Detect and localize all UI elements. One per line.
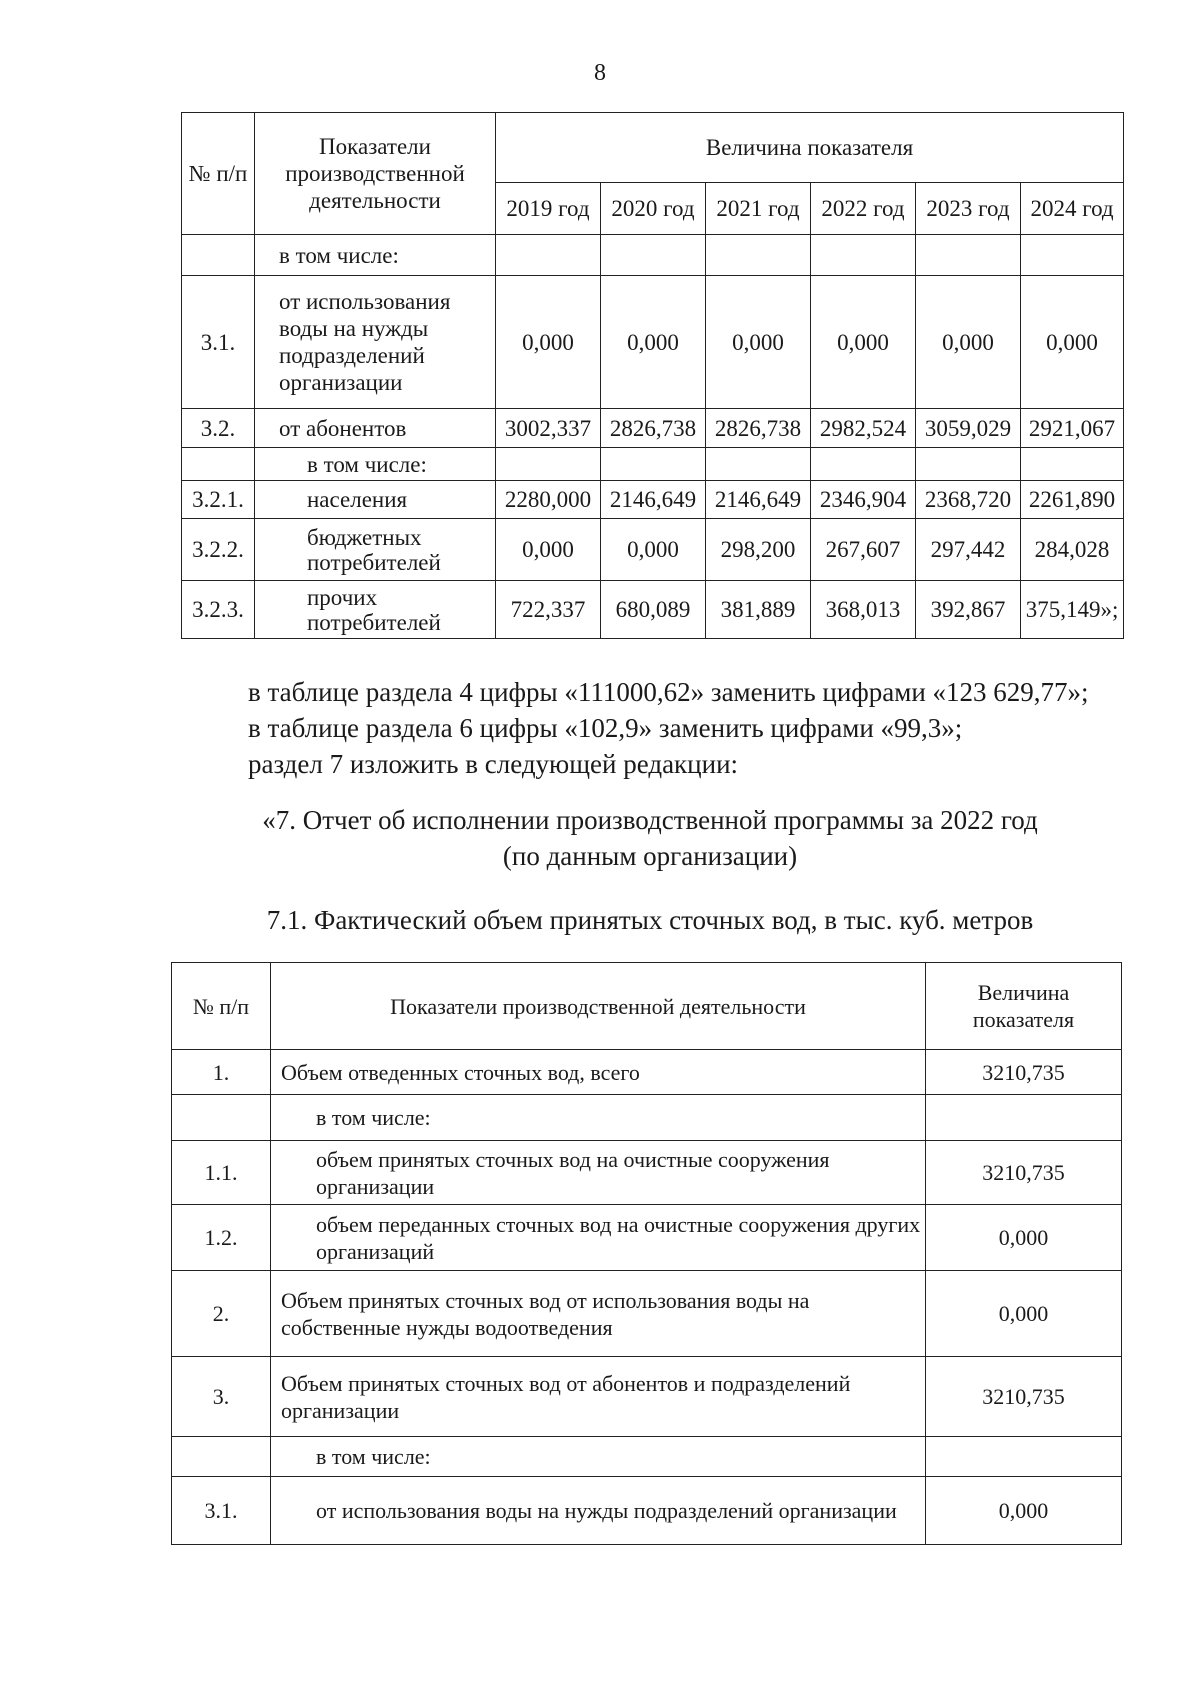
table-row [172, 1437, 1122, 1477]
row-value [496, 448, 601, 481]
row-num [182, 448, 255, 481]
table-row [172, 1205, 1122, 1271]
section-subtitle: (по данным организации) [502, 841, 798, 871]
paragraph-replace-section4: в таблице раздела 4 цифры «111000,62» заменить цифрами «123 629,77»; [248, 677, 1089, 707]
row-label: Объем отведенных сточных вод, всего [271, 1050, 926, 1095]
row-num: 3.1. [182, 276, 255, 409]
row-value: 2826,738 [601, 409, 706, 448]
table-row [182, 409, 1124, 448]
row-label: населения [255, 481, 496, 519]
header-year: 2020 год [601, 183, 706, 235]
row-value: 392,867 [916, 581, 1021, 639]
row-value: 680,089 [601, 581, 706, 639]
row-value: 0,000 [916, 276, 1021, 409]
paragraph-section7-intro: раздел 7 изложить в следующей редакции: [248, 749, 739, 779]
table-row [182, 581, 1124, 639]
row-value: 298,200 [706, 519, 811, 581]
row-value [706, 235, 811, 276]
row-label: от использования воды на нужды подразделений организации [255, 276, 496, 409]
row-value: 381,889 [706, 581, 811, 639]
row-value: 2982,524 [811, 409, 916, 448]
header-year: 2023 год [916, 183, 1021, 235]
header-indicators: Показатели производственной деятельности [271, 963, 926, 1050]
row-num: 3.2.3. [182, 581, 255, 639]
row-num [182, 235, 255, 276]
header-indicators: Показатели производственной деятельности [255, 113, 496, 235]
table-row [182, 519, 1124, 581]
row-value [1021, 448, 1124, 481]
row-num: 3.1. [172, 1477, 271, 1545]
row-label: от использования воды на нужды подразделений организации [271, 1477, 926, 1545]
row-value: 0,000 [601, 276, 706, 409]
row-num: 2. [172, 1271, 271, 1357]
row-num: 1. [172, 1050, 271, 1095]
table-row [172, 1095, 1122, 1141]
row-label: бюджетных потребителей [255, 519, 496, 581]
row-value [926, 1437, 1122, 1477]
row-value [926, 1095, 1122, 1141]
row-value: 297,442 [916, 519, 1021, 581]
wastewater-volume-table [171, 962, 1122, 1545]
row-value: 267,607 [811, 519, 916, 581]
row-label: Объем принятых сточных вод от использования воды на собственные нужды водоотведения [271, 1271, 926, 1357]
row-label: объем переданных сточных вод на очистные сооружения других организаций [271, 1205, 926, 1271]
row-label: от абонентов [255, 409, 496, 448]
table-row [172, 1271, 1122, 1357]
row-value [496, 235, 601, 276]
row-label: в том числе: [271, 1095, 926, 1141]
row-value: 0,000 [496, 276, 601, 409]
row-num [172, 1095, 271, 1141]
row-value [1021, 235, 1124, 276]
row-label: в том числе: [255, 448, 496, 481]
table-row [172, 1050, 1122, 1095]
row-value: 3059,029 [916, 409, 1021, 448]
row-label: объем принятых сточных вод на очистные сооружения организации [271, 1141, 926, 1205]
table-row [172, 1141, 1122, 1205]
paragraph-replace-section6: в таблице раздела 6 цифры «102,9» заменить цифрами «99,3»; [248, 713, 963, 743]
table-row [172, 1477, 1122, 1545]
row-value: 0,000 [1021, 276, 1124, 409]
table-row [172, 1357, 1122, 1437]
subsection-title: 7.1. Фактический объем принятых сточных вод, в тыс. куб. метров [266, 905, 1034, 935]
row-value [601, 448, 706, 481]
row-value: 2346,904 [811, 481, 916, 519]
header-year: 2019 год [496, 183, 601, 235]
row-label: в том числе: [271, 1437, 926, 1477]
row-label: прочих потребителей [255, 581, 496, 639]
row-value: 2826,738 [706, 409, 811, 448]
row-label: в том числе: [255, 235, 496, 276]
production-indicators-table [181, 112, 1124, 639]
row-value: 0,000 [926, 1271, 1122, 1357]
header-value-group: Величина показателя [496, 113, 1124, 183]
row-value: 2921,067 [1021, 409, 1124, 448]
row-value [706, 448, 811, 481]
row-value [916, 235, 1021, 276]
header-num: № п/п [182, 113, 255, 235]
row-value: 2368,720 [916, 481, 1021, 519]
row-value: 0,000 [706, 276, 811, 409]
row-num: 3.2. [182, 409, 255, 448]
row-num: 3.2.1. [182, 481, 255, 519]
table-row [182, 448, 1124, 481]
row-value: 722,337 [496, 581, 601, 639]
header-num: № п/п [172, 963, 271, 1050]
header-year: 2022 год [811, 183, 916, 235]
row-value: 0,000 [926, 1477, 1122, 1545]
row-value: 284,028 [1021, 519, 1124, 581]
row-num [172, 1437, 271, 1477]
row-value: 3210,735 [926, 1141, 1122, 1205]
page-number: 8 [594, 60, 606, 86]
row-value [601, 235, 706, 276]
row-value: 0,000 [926, 1205, 1122, 1271]
row-num: 1.2. [172, 1205, 271, 1271]
header-value: Величина показателя [926, 963, 1122, 1050]
row-value: 3210,735 [926, 1357, 1122, 1437]
row-value: 0,000 [811, 276, 916, 409]
table-row [182, 481, 1124, 519]
row-num: 3. [172, 1357, 271, 1437]
row-value: 2280,000 [496, 481, 601, 519]
header-year: 2021 год [706, 183, 811, 235]
header-year: 2024 год [1021, 183, 1124, 235]
row-value: 2146,649 [706, 481, 811, 519]
row-value: 375,149»; [1021, 581, 1124, 639]
row-num: 1.1. [172, 1141, 271, 1205]
row-value: 0,000 [496, 519, 601, 581]
row-value: 368,013 [811, 581, 916, 639]
row-value: 2261,890 [1021, 481, 1124, 519]
section-title: «7. Отчет об исполнении производственной программы за 2022 год [262, 805, 1038, 835]
row-value: 0,000 [601, 519, 706, 581]
table-row [182, 276, 1124, 409]
row-label: Объем принятых сточных вод от абонентов и подразделений организации [271, 1357, 926, 1437]
row-num: 3.2.2. [182, 519, 255, 581]
row-value: 3002,337 [496, 409, 601, 448]
row-value: 3210,735 [926, 1050, 1122, 1095]
row-value [916, 448, 1021, 481]
row-value [811, 235, 916, 276]
table-row [182, 235, 1124, 276]
row-value [811, 448, 916, 481]
row-value: 2146,649 [601, 481, 706, 519]
